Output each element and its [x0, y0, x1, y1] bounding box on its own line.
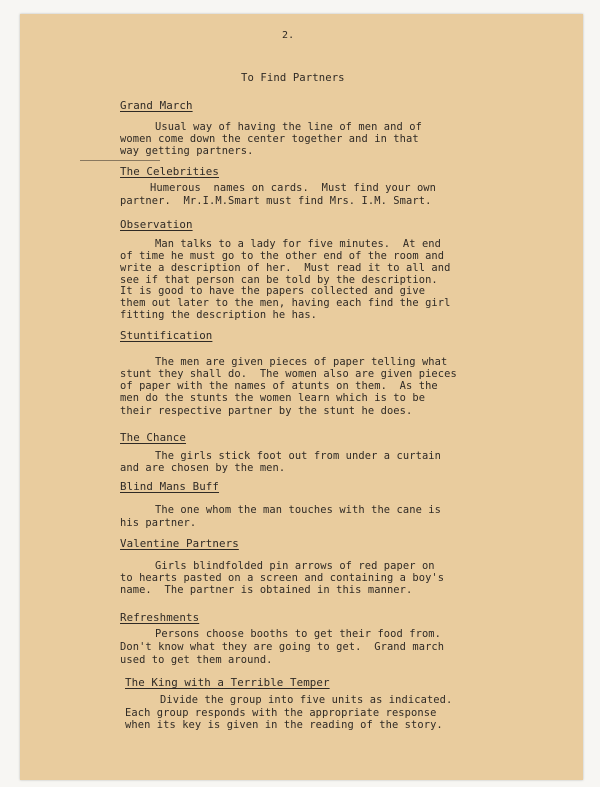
typewritten-page — [20, 14, 583, 780]
section-line: Usual way of having the line of men and of — [155, 121, 422, 133]
page-title: To Find Partners — [241, 72, 345, 84]
section-line: Girls blindfolded pin arrows of red paper on — [155, 560, 435, 572]
stray-pen-line — [80, 160, 160, 161]
section-line: Don't know what they are going to get. Grand march — [120, 641, 445, 653]
section-line: The girls stick foot out from under a curtain — [155, 450, 442, 462]
section-heading-celebrities: The Celebrities — [120, 165, 220, 178]
section-line: The one whom the man touches with the cane is — [155, 504, 442, 516]
section-heading-valentine-partners: Valentine Partners — [120, 537, 239, 550]
section-heading-refreshments: Refreshments — [120, 611, 200, 624]
section-line: name. The partner is obtained in this manner. — [120, 584, 413, 596]
section-line: of paper with the names of atunts on them. As the — [120, 380, 438, 392]
section-line: when its key is given in the reading of the story. — [125, 719, 443, 731]
section-line: them out later to the men, having each find the girl — [120, 297, 451, 309]
section-line: Persons choose booths to get their food from. — [155, 628, 442, 640]
section-line: The men are given pieces of paper telling what — [155, 356, 448, 368]
section-line: see if that person can be told by the description. — [120, 274, 438, 286]
section-heading-grand-march: Grand March — [120, 99, 193, 112]
section-heading-blind-mans-buff: Blind Mans Buff — [120, 480, 220, 493]
section-line: women come down the center together and in that — [120, 133, 419, 145]
section-line: to hearts pasted on a screen and containing a boy's — [120, 572, 445, 584]
section-line: Humerous names on cards. Must find your own — [150, 182, 437, 194]
section-line: his partner. — [120, 517, 197, 529]
section-line: It is good to have the papers collected and give — [120, 285, 426, 297]
page-number: 2. — [282, 30, 295, 41]
section-line: Man talks to a lady for five minutes. At end — [155, 238, 442, 250]
section-heading-chance: The Chance — [120, 431, 187, 444]
section-line: and are chosen by the men. — [120, 462, 286, 474]
section-heading-stuntification: Stuntification — [120, 329, 213, 342]
section-line: fitting the description he has. — [120, 309, 318, 321]
section-line: Each group responds with the appropriate response — [125, 707, 437, 719]
section-heading-observation: Observation — [120, 218, 193, 231]
section-line: men do the stunts the women learn which is to be — [120, 392, 426, 404]
section-line: of time he must go to the other end of the room and — [120, 250, 445, 262]
section-heading-king-terrible-temper: The King with a Terrible Temper — [125, 676, 330, 689]
section-line: partner. Mr.I.M.Smart must find Mrs. I.M. Smart. — [120, 195, 432, 207]
section-line: stunt they shall do. The women also are given pieces — [120, 368, 457, 380]
section-line: used to get them around. — [120, 654, 273, 666]
section-line: their respective partner by the stunt he does. — [120, 405, 413, 417]
section-line: write a description of her. Must read it to all and — [120, 262, 451, 274]
section-line: Divide the group into five units as indicated. — [160, 694, 453, 706]
section-line: way getting partners. — [120, 145, 254, 157]
